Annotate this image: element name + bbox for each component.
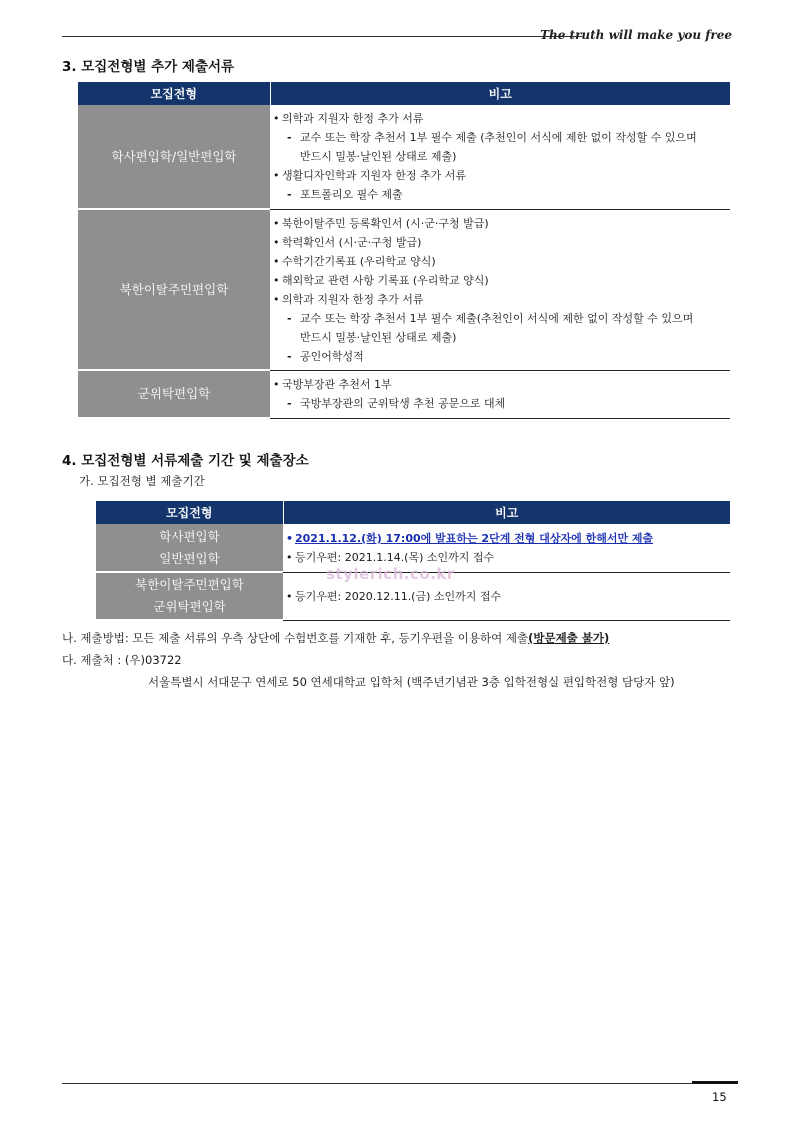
list-subitem: - 교수 또는 학장 추천서 1부 필수 제출 (추천인이 서식에 제한 없이 작성할 수 있으며 [270, 128, 726, 147]
submission-method-text: 나. 제출방법: 모든 제출 서류의 우측 상단에 수험번호를 기재한 후, 등기우편을 이용하여 제출 [62, 631, 529, 645]
list-subitem: - 공인어학성적 [270, 347, 726, 366]
submission-method-emphasis: (방문제출 불가) [528, 631, 610, 645]
highlighted-notice: • 2021.1.12.(화) 17:00에 발표하는 2단계 전형 대상자에 한해서만 제출 [283, 529, 726, 548]
header-remarks: 비고 [270, 82, 730, 105]
page-number: 15 [712, 1090, 727, 1104]
table-header-row [78, 82, 730, 105]
list-subitem-continued: 반드시 밀봉·날인된 상태로 제출) [300, 150, 457, 164]
list-item: • 등기우편: 2020.12.11.(금) 소인까지 접수 [283, 587, 726, 606]
additional-documents-table [78, 82, 730, 419]
header-admission-type: 모집전형 [96, 501, 283, 524]
list-subitem: - 교수 또는 학장 추천서 1부 필수 제출(추천인이 서식에 제한 없이 작성할 수 있으며 [270, 309, 726, 328]
table-row [78, 209, 730, 370]
list-item: • 수학기간기록표 (우리학교 양식) [270, 252, 726, 271]
admission-type-cell: 학사편입학/일반편입학 [78, 105, 270, 209]
footer-rule [62, 1083, 692, 1084]
remarks-cell [270, 370, 730, 418]
list-subitem: - 포트폴리오 필수 제출 [270, 185, 726, 204]
list-item: • 생활디자인학과 지원자 한정 추가 서류 [270, 166, 726, 185]
remarks-cell [270, 105, 730, 209]
submission-place: 다. 제출처 : (우)03722 [62, 653, 182, 667]
header-admission-type: 모집전형 [78, 82, 270, 105]
header-remarks: 비고 [283, 501, 730, 524]
list-item: • 의학과 지원자 한정 추가 서류 [270, 290, 726, 309]
admission-type-line: 학사편입학 [159, 528, 220, 544]
admission-type-line: 일반편입학 [159, 550, 220, 566]
section-3-title: 3. 모집전형별 추가 제출서류 [62, 59, 235, 75]
header-motto: The truth will make you free [540, 28, 732, 42]
table-row [78, 370, 730, 418]
list-item: • 등기우편: 2021.1.14.(목) 소인까지 접수 [283, 548, 726, 567]
remarks-cell [270, 209, 730, 370]
list-item: • 국방부장관 추천서 1부 [270, 375, 726, 394]
list-subitem-continued: 반드시 밀봉·날인된 상태로 제출) [300, 330, 457, 344]
table-header-row [96, 501, 730, 524]
admission-type-cell [96, 572, 283, 620]
header-rule [62, 36, 582, 37]
admission-type-cell: 군위탁편입학 [78, 370, 270, 418]
admission-type-cell [96, 524, 283, 572]
list-item: • 해외학교 관련 사항 기록표 (우리학교 양식) [270, 271, 726, 290]
submission-address: 서울특별시 서대문구 연세로 50 연세대학교 입학처 (백주년기념관 3층 입학전형실 편입학전형 담당자 앞) [148, 675, 675, 689]
section-4-title: 4. 모집전형별 서류제출 기간 및 제출장소 [62, 453, 309, 469]
submission-period-table [96, 501, 730, 621]
admission-type-line: 군위탁편입학 [153, 599, 226, 614]
footer-rule-accent [692, 1081, 738, 1084]
list-item: • 학력확인서 (시·군·구청 발급) [270, 233, 726, 252]
subsection-ga: 가. 모집전형 별 제출기간 [79, 474, 205, 488]
list-subitem: - 국방부장관의 군위탁생 추천 공문으로 대체 [270, 394, 726, 413]
list-item: • 의학과 지원자 한정 추가 서류 [270, 109, 726, 128]
admission-type-line: 북한이탈주민편입학 [135, 577, 244, 592]
list-item: • 북한이탈주민 등록확인서 (시·군·구청 발급) [270, 214, 726, 233]
admission-type-cell: 북한이탈주민편입학 [78, 209, 270, 370]
watermark: stylerich.co.kr [326, 565, 455, 583]
submission-method [62, 630, 609, 646]
table-row [78, 105, 730, 209]
